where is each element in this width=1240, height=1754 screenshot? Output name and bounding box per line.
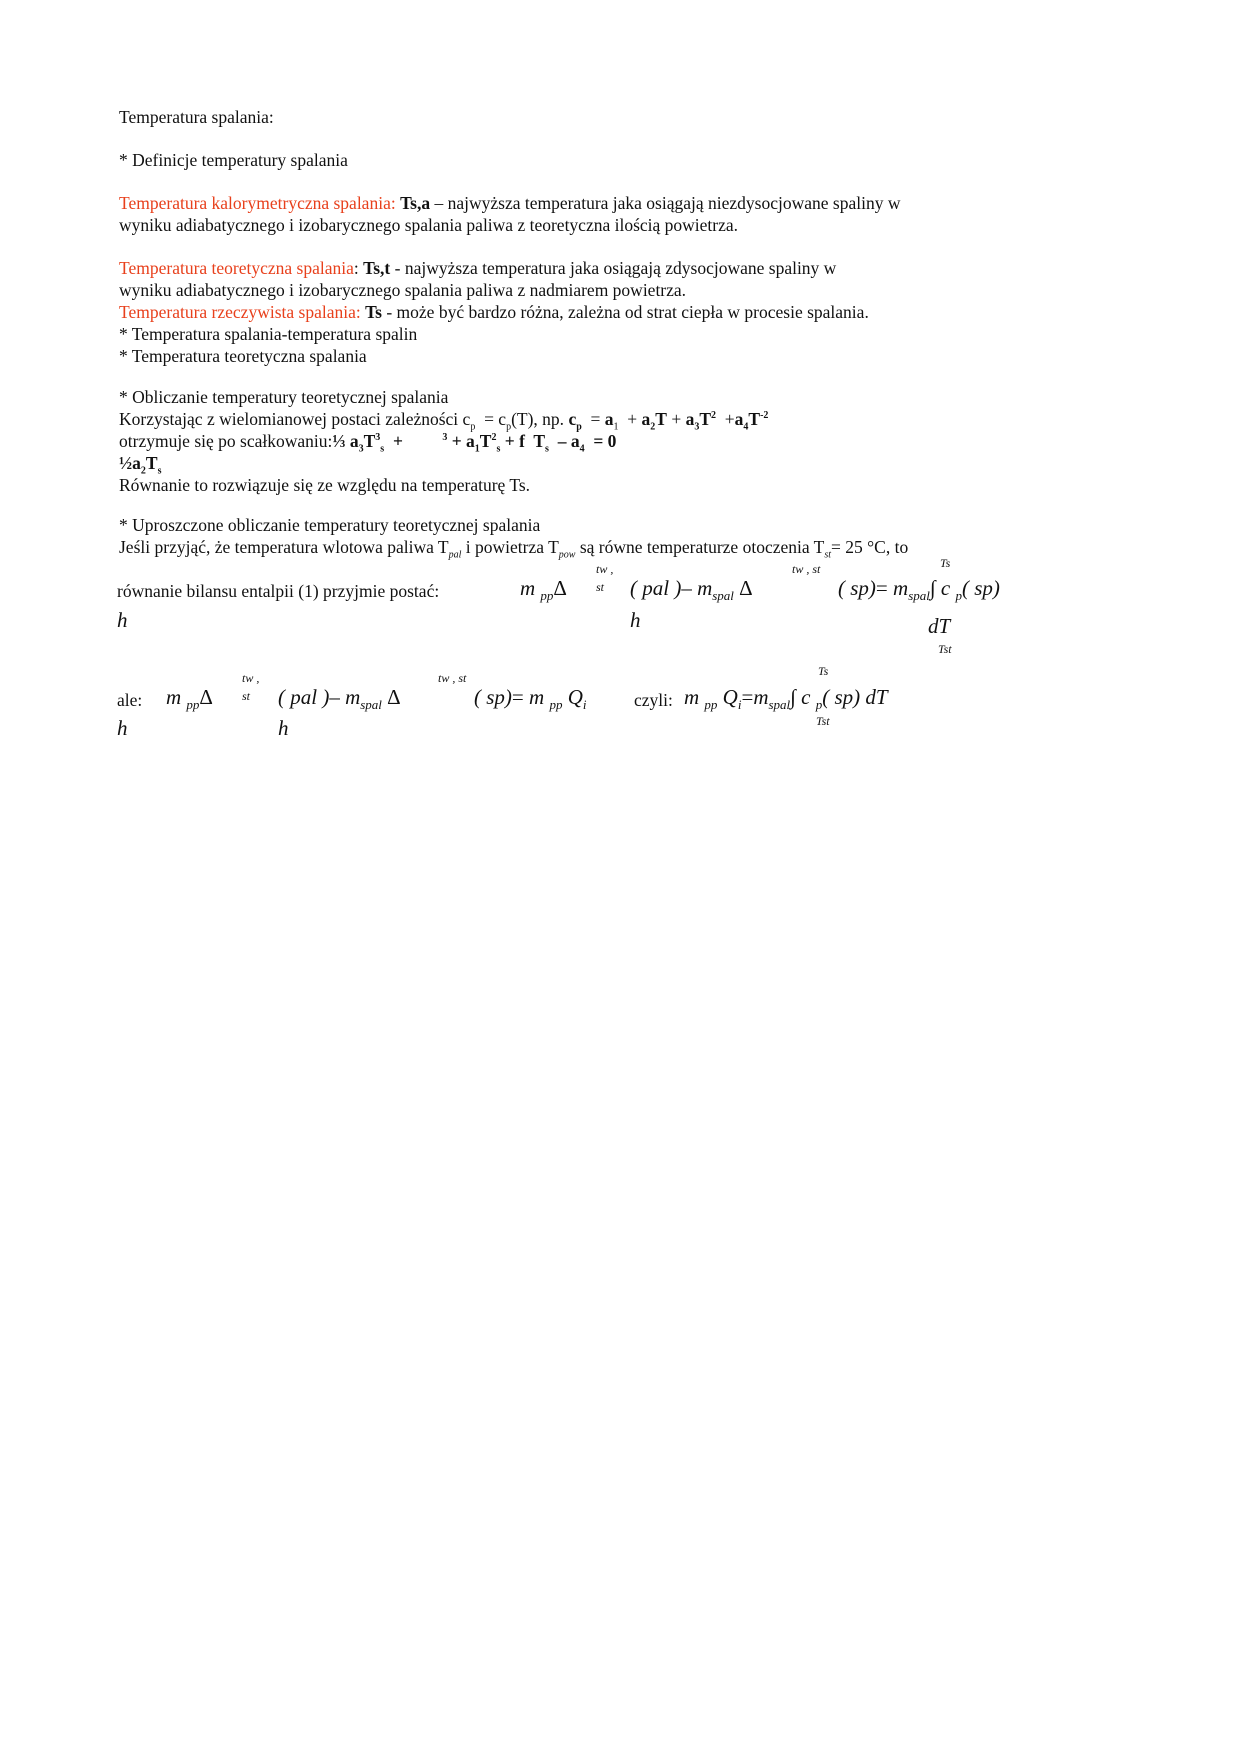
bullet-1: * Temperatura spalania-temperatura spalin — [119, 324, 418, 344]
half-term-formula: $_2T_s$ — [140, 453, 162, 477]
czyli-lower-limit: Tst — [816, 714, 830, 728]
colon: : — [353, 258, 364, 278]
sub-pow: pow — [558, 549, 576, 561]
balance-h-2: h — [630, 608, 641, 632]
symbol: Ts — [365, 302, 382, 322]
text-a: Jeśli przyjąć, że temperatura wlotowa paliwa T — [119, 537, 449, 557]
balance-dT: dT — [928, 614, 951, 638]
text-c: są równe temperaturze otoczenia T — [575, 537, 825, 557]
section-simplified: * Uproszczone obliczanie temperatury teoretycznej spalania — [119, 515, 541, 535]
ale-lhs-1: m $_{pp}$Δ — [166, 685, 213, 713]
ale-rhs: ( sp)= m $_{pp}$ $Q_i$ — [474, 685, 587, 713]
ale-sup-2: tw , st — [438, 671, 467, 685]
balance-label: równanie bilansu entalpii (1) przyjmie postać: — [117, 581, 440, 601]
half-term — [119, 453, 162, 477]
ale-h-1: h — [117, 716, 128, 740]
czyli-upper-limit: Ts — [818, 664, 829, 678]
definition-real — [119, 302, 869, 322]
bullet-2: * Temperatura teoretyczna spalania — [119, 346, 367, 366]
section-calculation: * Obliczanie temperatury teoretycznej spalania — [119, 387, 449, 407]
balance-lhs-2: ( pal )– $m_{spal}$ Δ — [630, 576, 753, 604]
balance-sup-1: tw , — [596, 562, 614, 576]
assumption-line — [119, 537, 909, 561]
sub-pal: pal — [448, 549, 462, 561]
ale-label: ale: — [117, 690, 143, 710]
balance-sub-1: st — [596, 580, 605, 594]
integrated-formula: ⅓ $a_3T^3_s$ + $^3 + a_1T^2_s + f$ $T_s - a_4 = 0$ — [332, 431, 617, 455]
sub-st: st — [824, 549, 832, 561]
text-d: = 25 °C, to — [831, 537, 909, 557]
text: Korzystając z wielomianowej postaci zależności c — [119, 409, 471, 429]
ale-lhs-2: ( pal )– $m_{spal}$ Δ — [278, 685, 401, 713]
ale-sup-1: tw , — [242, 671, 260, 685]
ale-sub-1: st — [242, 689, 251, 703]
text: ½a — [119, 453, 141, 473]
text: otrzymuje się po scałkowaniu: — [119, 431, 333, 451]
balance-sup-2: tw , st — [792, 562, 821, 576]
definition-calorimetric — [119, 193, 900, 213]
definition-theoretical-cont: wyniku adiabatycznego i izobarycznego spalania paliwa z nadmiarem powietrza. — [119, 280, 687, 300]
czyli-formula: m $_{pp}$ $Q_i=m_{spal}\int$ c $_p$( sp) dT — [684, 685, 888, 713]
title: Temperatura spalania: — [119, 107, 274, 127]
definition-calorimetric-cont: wyniku adiabatycznego i izobarycznego spalania paliwa z teoretyczna ilością powietrza. — [119, 215, 739, 235]
balance-lhs-1: m $_{pp}$Δ — [520, 576, 567, 604]
balance-lower-limit: Tst — [938, 642, 952, 656]
balance-h-1: h — [117, 608, 128, 632]
polynomial-line — [119, 409, 769, 433]
label: Temperatura kalorymetryczna spalania: — [119, 193, 396, 213]
balance-rhs: ( $sp)= m_{spal}\int$ c $_p$( sp) — [838, 576, 1000, 604]
section-definitions: * Definicje temperatury spalania — [119, 150, 348, 170]
label: Temperatura rzeczywista spalania: — [119, 302, 361, 322]
text: – najwyższa temperatura jaka osiągają niezdysocjowane spaliny w — [430, 193, 901, 213]
text: - najwyższa temperatura jaka osiągają zdysocjowane spaliny w — [390, 258, 837, 278]
integration-line — [119, 431, 617, 455]
text-b: i powietrza T — [461, 537, 559, 557]
solve-line: Równanie to rozwiązuje się ze względu na temperaturę Ts. — [119, 475, 531, 495]
czyli-label: czyli: — [634, 690, 673, 710]
text: - może być bardzo różna, zależna od strat ciepła w procesie spalania. — [381, 302, 869, 322]
symbol: Ts,t — [363, 258, 391, 278]
symbol: Ts,a — [400, 193, 431, 213]
definition-theoretical — [119, 258, 836, 278]
balance-upper-limit: Ts — [940, 556, 951, 570]
ale-h-2: h — [278, 716, 289, 740]
polynomial-formula: $_p = c_p(T)$, np. $c_p = a_1 + a_2T + a_3T^2 +a_4T^{-2}$ — [470, 409, 769, 433]
label: Temperatura teoretyczna spalania — [119, 258, 354, 278]
